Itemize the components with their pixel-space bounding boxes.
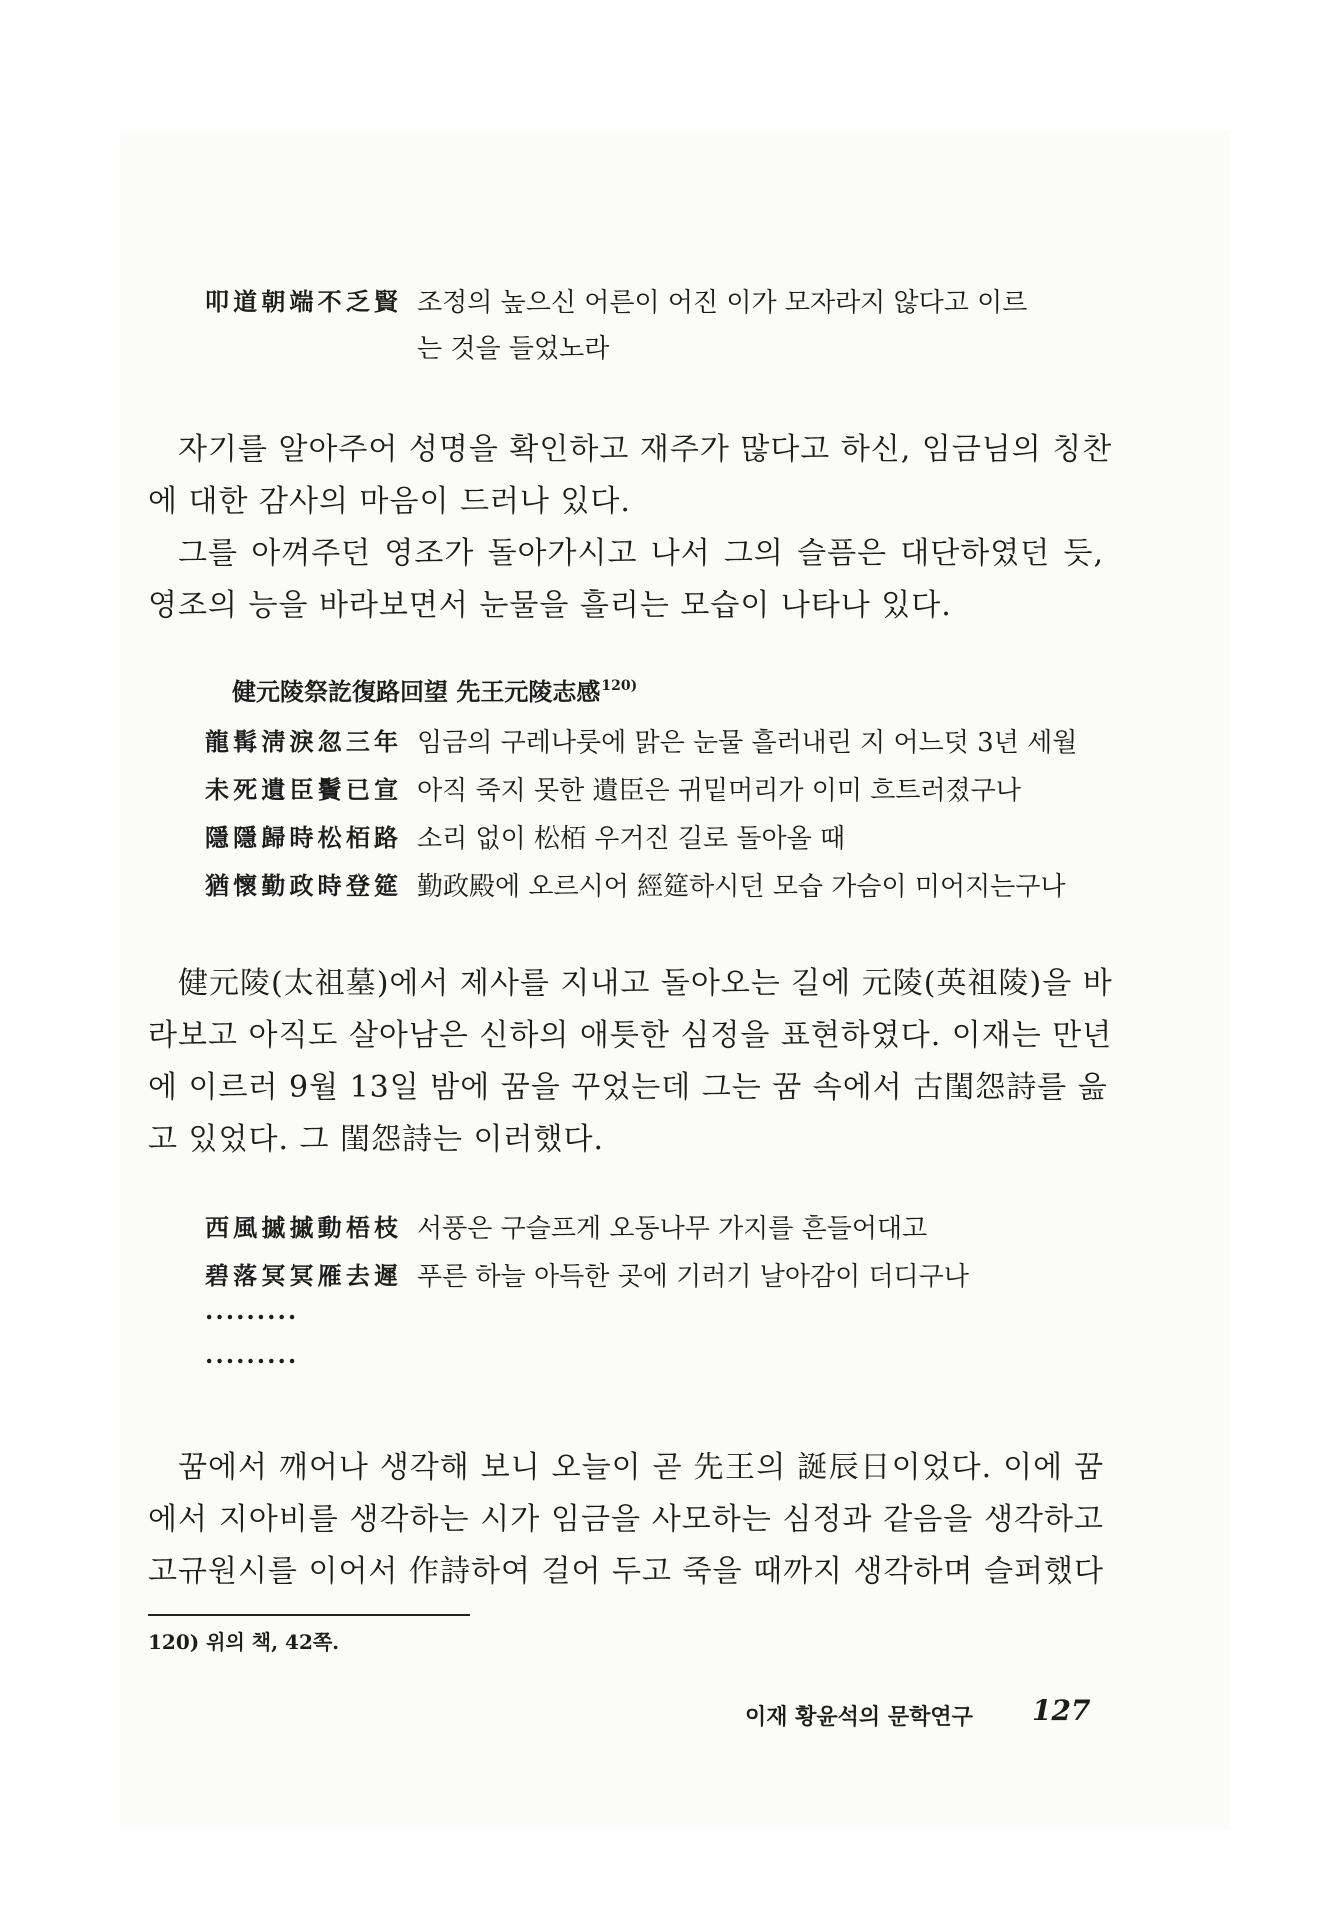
poem-2-line [205, 1208, 1205, 1248]
paragraph-2-line-1: 健元陵(太祖墓)에서 제사를 지내고 돌아오는 길에 元陵(英祖陵)을 바 [178, 966, 1113, 1001]
paragraph-2-line-2: 라보고 아직도 살아남은 신하의 애틋한 심정을 표현하였다. 이재는 만년 [148, 1018, 1113, 1053]
poem-2-ellipsis-2: ......... [205, 1340, 299, 1369]
paragraph-2-line-4: 고 있었다. 그 閨怨詩는 이러했다. [148, 1122, 605, 1157]
page-number: 127 [1032, 1694, 1091, 1727]
paragraph-1-line-1: 자기를 알아주어 성명을 확인하고 재주가 많다고 하신, 임금님의 칭찬 [178, 432, 1113, 467]
poem-1-line-3-korean: 소리 없이 松栢 우거진 길로 돌아올 때 [417, 824, 846, 854]
epigraph-line [205, 282, 1205, 322]
paragraph-3-line-3: 고규원시를 이어서 作詩하여 걸어 두고 죽을 때까지 생각하며 슬퍼했다 [148, 1554, 1104, 1589]
poem-1-line-4-korean: 勤政殿에 오르시어 經筵하시던 모습 가슴이 미어지는구나 [417, 872, 1066, 902]
poem-1-line [205, 722, 1205, 762]
poem-1-line-3-hanja: 隱隱歸時松栢路 [205, 823, 397, 852]
paragraph-1-line-2: 에 대한 감사의 마음이 드러나 있다. [148, 484, 631, 519]
paragraph-1-line-3: 그를 아껴주던 영조가 돌아가시고 나서 그의 슬픔은 대단하였던 듯, [178, 536, 1104, 571]
poem-2-line-2-korean: 푸른 하늘 아득한 곳에 기러기 날아감이 더디구나 [417, 1262, 969, 1292]
footnote-reference: 120) [601, 678, 638, 694]
poem-1-line-4-hanja: 猶懷勤政時登筵 [205, 871, 397, 900]
poem-2-line-1-korean: 서풍은 구슬프게 오동나무 가지를 흔들어대고 [417, 1214, 928, 1244]
paragraph-2-line-3: 에 이르러 9월 13일 밤에 꿈을 꾸었는데 그는 꿈 속에서 古閨怨詩를 읊 [148, 1070, 1108, 1105]
poem-2-line-2-hanja: 碧落冥冥雁去遲 [205, 1261, 397, 1290]
poem-1-line-1-hanja: 龍髯淸淚忽三年 [205, 727, 397, 756]
poem-1-line-1-korean: 임금의 구레나룻에 맑은 눈물 흘러내린 지 어느덧 3년 세월 [417, 728, 1078, 758]
poem-1-line [205, 818, 1205, 858]
epigraph-translation-line-1: 조정의 높으신 어른이 어진 이가 모자라지 않다고 이르 [417, 288, 1028, 318]
paragraph-1-line-4: 영조의 능을 바라보면서 눈물을 흘리는 모습이 나타나 있다. [148, 588, 952, 623]
footnote-divider [148, 1614, 470, 1616]
poem-1-title-text: 健元陵祭訖復路回望 先王元陵志感 [232, 677, 601, 706]
poem-1-line-2-hanja: 未死遺臣鬢已宣 [205, 775, 397, 804]
poem-1-line [205, 866, 1205, 906]
paragraph-3-line-2: 에서 지아비를 생각하는 시가 임금을 사모하는 심정과 같음을 생각하고 [148, 1502, 1104, 1537]
footnote-120: 120) 위의 책, 42쪽. [148, 1630, 340, 1654]
poem-2-line [205, 1256, 1205, 1296]
poem-1-title [232, 672, 637, 707]
running-head: 이재 황윤석의 문학연구 [745, 1704, 973, 1730]
poem-1-line [205, 770, 1205, 810]
poem-2-line-1-hanja: 西風摵摵動梧枝 [205, 1213, 397, 1242]
paragraph-3-line-1: 꿈에서 깨어나 생각해 보니 오늘이 곧 先王의 誕辰日이었다. 이에 꿈 [178, 1450, 1104, 1485]
epigraph-translation-line-2: 는 것을 들었노라 [417, 334, 610, 364]
epigraph-hanja: 叩道朝端不乏賢 [205, 287, 397, 316]
poem-1-line-2-korean: 아직 죽지 못한 遺臣은 귀밑머리가 이미 흐트러졌구나 [417, 776, 1021, 806]
poem-2-ellipsis-1: ......... [205, 1296, 299, 1325]
